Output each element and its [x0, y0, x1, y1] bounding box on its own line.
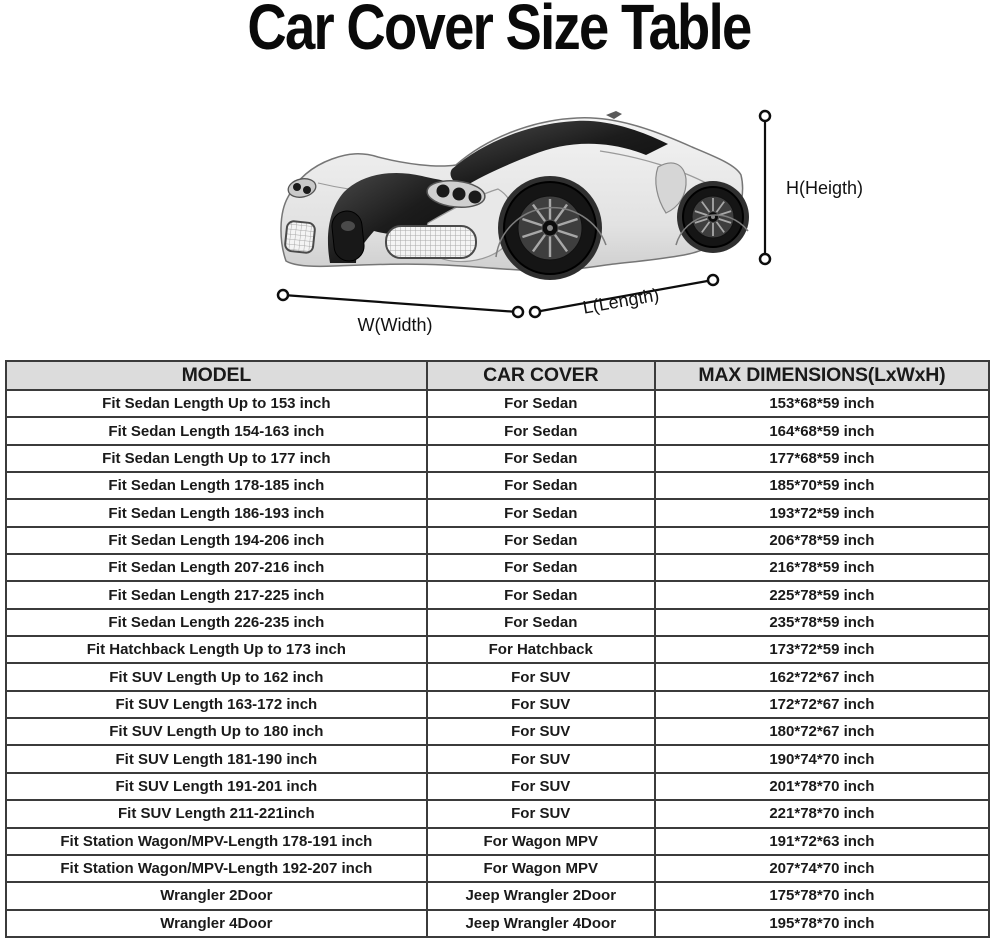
table-row [6, 663, 989, 690]
table-cell: Wrangler 4Door [6, 910, 427, 937]
table-cell: For SUV [427, 745, 655, 772]
table-row [6, 499, 989, 526]
table-cell: 221*78*70 inch [655, 800, 989, 827]
table-row [6, 855, 989, 882]
table-cell: Jeep Wrangler 4Door [427, 910, 655, 937]
rear-wheel [683, 187, 743, 247]
table-row [6, 417, 989, 444]
table-row [6, 910, 989, 937]
table-cell: 225*78*59 inch [655, 581, 989, 608]
table-cell: Fit SUV Length Up to 162 inch [6, 663, 427, 690]
table-cell: For Wagon MPV [427, 828, 655, 855]
table-cell: Fit Hatchback Length Up to 173 inch [6, 636, 427, 663]
table-cell: Fit SUV Length 181-190 inch [6, 745, 427, 772]
table-cell: For Sedan [427, 527, 655, 554]
table-cell: For Sedan [427, 581, 655, 608]
table-cell: 185*70*59 inch [655, 472, 989, 499]
column-header-car-cover: CAR COVER [427, 361, 655, 390]
table-row [6, 882, 989, 909]
size-table [5, 360, 990, 938]
table-cell: 172*72*67 inch [655, 691, 989, 718]
table-cell: For SUV [427, 718, 655, 745]
table-cell: Fit Sedan Length 217-225 inch [6, 581, 427, 608]
table-row [6, 554, 989, 581]
table-cell: 235*78*59 inch [655, 609, 989, 636]
table-cell: Fit Station Wagon/MPV-Length 192-207 inch [6, 855, 427, 882]
page-title [0, 0, 997, 62]
table-row [6, 527, 989, 554]
column-header-model: MODEL [6, 361, 427, 390]
table-cell: 175*78*70 inch [655, 882, 989, 909]
table-row [6, 828, 989, 855]
table-cell: Fit SUV Length 211-221inch [6, 800, 427, 827]
table-cell: Wrangler 2Door [6, 882, 427, 909]
table-row [6, 800, 989, 827]
table-cell: For Hatchback [427, 636, 655, 663]
table-cell: For SUV [427, 663, 655, 690]
table-row [6, 445, 989, 472]
table-cell: 207*74*70 inch [655, 855, 989, 882]
table-cell: Fit SUV Length 163-172 inch [6, 691, 427, 718]
table-cell: Fit Sedan Length 186-193 inch [6, 499, 427, 526]
table-cell: 162*72*67 inch [655, 663, 989, 690]
car-dimensions-illustration [0, 95, 997, 350]
table-cell: 164*68*59 inch [655, 417, 989, 444]
table-cell: For Sedan [427, 390, 655, 417]
table-cell: For Sedan [427, 609, 655, 636]
table-cell: For SUV [427, 773, 655, 800]
table-cell: 193*72*59 inch [655, 499, 989, 526]
width-dimension-line [278, 290, 523, 317]
size-table-body [6, 390, 989, 937]
table-cell: For SUV [427, 800, 655, 827]
size-table-header [6, 361, 989, 390]
table-cell: For Sedan [427, 417, 655, 444]
table-row [6, 472, 989, 499]
length-label: L(Length) [581, 284, 661, 318]
table-cell: 191*72*63 inch [655, 828, 989, 855]
size-table-container [5, 360, 990, 938]
table-cell: 177*68*59 inch [655, 445, 989, 472]
table-cell: 173*72*59 inch [655, 636, 989, 663]
table-row [6, 691, 989, 718]
table-row [6, 773, 989, 800]
table-cell: For Sedan [427, 554, 655, 581]
table-cell: For SUV [427, 691, 655, 718]
header-row [6, 361, 989, 390]
table-cell: For Sedan [427, 499, 655, 526]
table-cell: Fit Sedan Length 178-185 inch [6, 472, 427, 499]
table-cell: Fit Sedan Length 207-216 inch [6, 554, 427, 581]
table-cell: Fit Sedan Length Up to 177 inch [6, 445, 427, 472]
table-row [6, 390, 989, 417]
table-cell: Fit SUV Length Up to 180 inch [6, 718, 427, 745]
table-cell: 195*78*70 inch [655, 910, 989, 937]
table-cell: 190*74*70 inch [655, 745, 989, 772]
table-cell: 201*78*70 inch [655, 773, 989, 800]
table-cell: Fit Sedan Length 154-163 inch [6, 417, 427, 444]
table-row [6, 718, 989, 745]
table-cell: For Wagon MPV [427, 855, 655, 882]
table-cell: 153*68*59 inch [655, 390, 989, 417]
height-dimension-line [760, 111, 770, 264]
table-cell: 180*72*67 inch [655, 718, 989, 745]
table-cell: Fit Sedan Length Up to 153 inch [6, 390, 427, 417]
page-title-text: Car Cover Size Table [246, 0, 751, 63]
table-cell: Fit SUV Length 191-201 inch [6, 773, 427, 800]
table-row [6, 745, 989, 772]
car-illustration [281, 111, 749, 280]
table-cell: Fit Station Wagon/MPV-Length 178-191 inch [6, 828, 427, 855]
table-cell: For Sedan [427, 445, 655, 472]
table-row [6, 581, 989, 608]
table-cell: Fit Sedan Length 194-206 inch [6, 527, 427, 554]
table-cell: Jeep Wrangler 2Door [427, 882, 655, 909]
table-cell: 216*78*59 inch [655, 554, 989, 581]
table-cell: Fit Sedan Length 226-235 inch [6, 609, 427, 636]
front-wheel [504, 182, 596, 274]
column-header-max-dimensions: MAX DIMENSIONS(LxWxH) [655, 361, 989, 390]
height-label: H(Heigth) [786, 178, 864, 198]
table-cell: For Sedan [427, 472, 655, 499]
table-cell: 206*78*59 inch [655, 527, 989, 554]
table-row [6, 636, 989, 663]
table-row [6, 609, 989, 636]
width-label: W(Width) [357, 315, 433, 335]
